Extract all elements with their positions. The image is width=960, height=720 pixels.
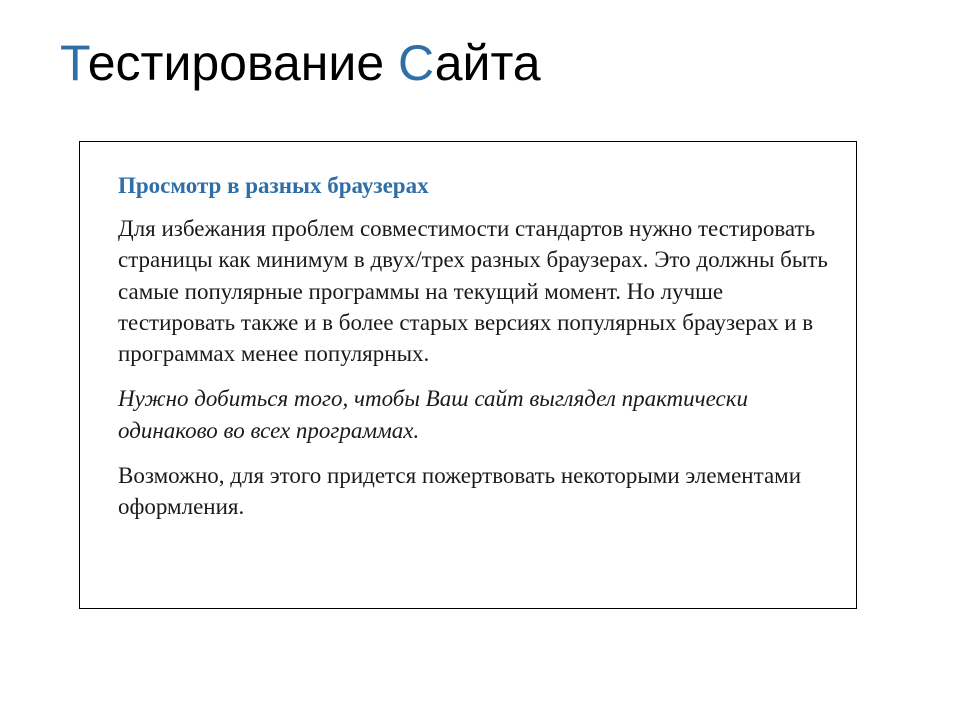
title-accent-letter-s: С bbox=[398, 35, 435, 91]
paragraph-compatibility: Для избежания проблем совместимости стандартов нужно тестировать страницы как минимум в двух/трех разных браузерах. Это должны быть самые популярные программы на текущий момент. Но лучше тестировать также и в более старых версиях популярных браузерах и в программах менее популярных. bbox=[118, 216, 828, 367]
title-accent-letter-t: Т bbox=[60, 35, 88, 91]
paragraph-goal: Нужно добиться того, чтобы Ваш сайт выглядел практически одинаково во всех программах. bbox=[118, 386, 749, 443]
section-heading: Просмотр в разных браузерах bbox=[118, 173, 429, 198]
content-body bbox=[118, 170, 828, 536]
title-text-part-2: айта bbox=[434, 35, 541, 91]
paragraph-sacrifice: Возможно, для этого придется пожертвовать некоторыми элементами оформления. bbox=[118, 462, 802, 520]
title-text-part-1: естирование bbox=[87, 35, 399, 91]
content-box bbox=[79, 141, 857, 609]
slide-title bbox=[60, 36, 541, 91]
